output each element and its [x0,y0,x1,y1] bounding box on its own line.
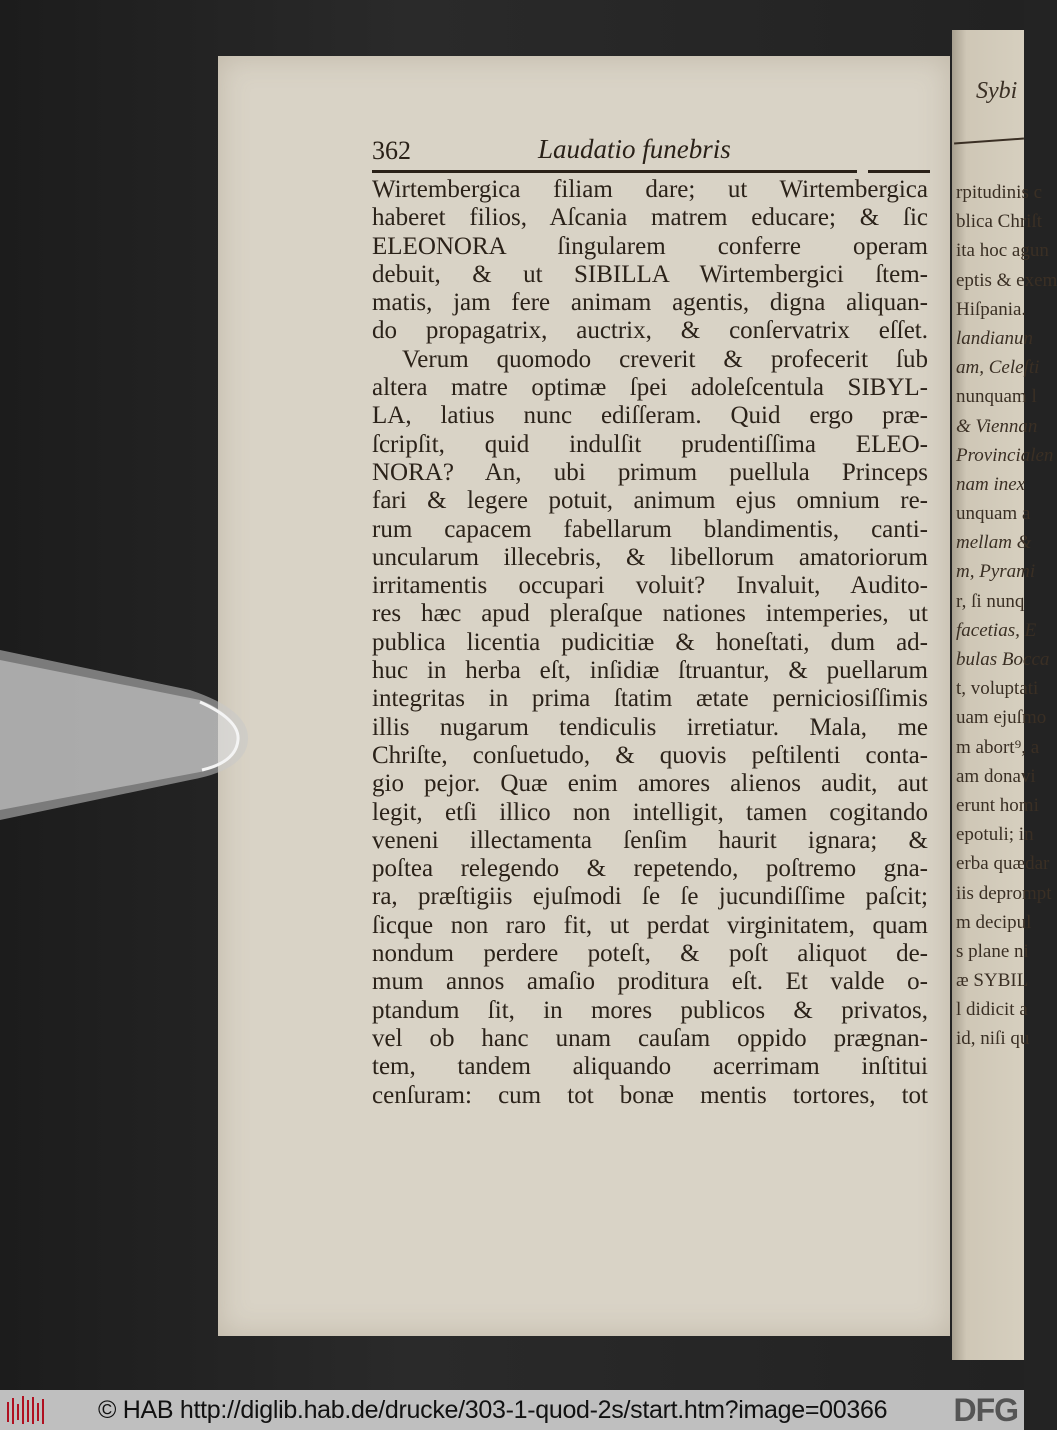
text-line: tem, tandem aliquando acerrimam inſtitui [372,1053,928,1081]
text-line: haberet filios, Aſcania matrem educare; & ſic [372,204,928,232]
hab-logo-icon [4,1394,48,1426]
facing-text-line: r, ſi nunq [956,590,1025,612]
facing-text-line: am, Celeſti [956,357,1040,379]
text-line: NORA? An, ubi primum puellula Princeps [372,458,928,486]
facing-text-line: uam ejuſmo [956,707,1047,729]
text-line: vel ob hanc unam cauſam oppido prægnan- [372,1024,928,1052]
facing-text-line: s plane ni [956,940,1029,962]
facing-text-line: ita hoc agun [956,240,1049,262]
text-line: altera matre optimæ ſpei adoleſcentula SIBYL- [372,374,928,402]
facing-text-line: facetias, E [956,619,1037,641]
header-rule-short [868,170,930,173]
text-line: nondum perdere poteſt, & poſt aliquot de- [372,940,928,968]
text-line: irritamentis occupari voluit? Invaluit, Audito- [372,572,928,600]
facing-text-line: blica Chriſt [956,211,1043,233]
facing-text-line: Provincialen [956,444,1054,466]
facing-page [952,30,1057,1360]
text-line: uncularum illecebris, & libellorum amatoriorum [372,543,928,571]
facing-text-line: am donavi [956,765,1036,787]
text-line: huc in herba eſt, inſidiæ ſtruantur, & puellarum [372,657,928,685]
facing-text-line: æ SYBIL [956,970,1029,992]
facing-text-line: iis deprompt [956,882,1052,904]
text-line: LA, latius nunc ediſſeram. Quid ergo præ- [372,402,928,430]
facing-header-rule [954,138,1024,145]
page-body-text [372,176,928,1110]
text-line: matis, jam fere animam agentis, digna aliquan- [372,289,928,317]
text-line: Chriſte, conſuetudo, & quovis peſtilenti conta- [372,741,928,769]
running-title: Laudatio funebris [538,134,731,164]
text-line: rum capacem fabellarum blandimentis, canti- [372,515,928,543]
text-line: poſtea relegendo & repetendo, poſtremo gna- [372,855,928,883]
running-head [372,134,928,170]
page-clip-holder [0,640,250,830]
text-line: integritas in prima ſtatim ætate perniciosiſſimis [372,685,928,713]
facing-text-line: t, voluptati [956,678,1039,700]
facing-text-line: nunquam l [956,386,1037,408]
page-number: 362 [372,136,411,165]
facing-text-line: id, niſi qu [956,1028,1030,1050]
facing-text-line: m decipul [956,911,1032,933]
text-line: ſicque non raro fit, ut perdat virginitatem, quam [372,911,928,939]
text-line: debuit, & ut SIBILLA Wirtembergici ſtem- [372,260,928,288]
header-rule [372,170,857,173]
facing-text-line: unquam a [956,503,1031,525]
text-line: do propagatrix, auctrix, & conſervatrix eſſet. [372,317,928,345]
text-line: cenſuram: cum tot bonæ mentis tortores, tot [372,1081,928,1109]
facing-text-line: landianun [956,327,1034,349]
text-line: Wirtembergica filiam dare; ut Wirtembergica [372,176,928,203]
facing-text-line: mellam & [956,532,1032,554]
facing-text-line: m, Pyrami [956,561,1036,583]
text-line: ELEONORA ſingularem conferre operam [372,232,928,260]
facing-text-line: bulas Bocca [956,649,1050,670]
facing-text-line: erunt homi [956,794,1039,816]
text-line: Verum quomodo creverit & profecerit ſub [402,345,928,373]
facing-text-line: nam inex [956,473,1026,495]
facing-text-line: m abort⁹, a [956,736,1040,758]
facing-text-line: rpitudinis c [956,182,1043,203]
facing-text-line: Hiſpania. [956,298,1027,320]
facing-text-line: & Viennan [956,415,1038,437]
facing-page-text [956,178,1057,1054]
text-line: legit, etſi illico non intelligit, tamen cogitando [372,798,928,826]
text-line: illis nugarum tendiculis irretiatur. Mala, me [372,713,928,741]
dfg-logo: DFG [953,1392,1018,1428]
text-line: res hæc apud pleraſque nationes intemperies, ut [372,600,928,628]
text-line: gio pejor. Quæ enim amores alienos audit, aut [372,770,928,798]
text-line: veneni illectamenta ſenſim haurit ignara; & [372,826,928,854]
facing-running-title: Sybi [976,78,1018,104]
text-line: ſcripſit, quid indulſit prudentiſſima ELEO- [372,430,928,458]
facing-text-line: epotuli; in [956,824,1034,846]
facing-text-line: eptis & exem [956,269,1057,291]
facing-text-line: l didicit a [956,999,1028,1021]
text-line: ptandum ſit, in mores publicos & privatos, [372,996,928,1024]
text-line: mum annos amaſio proditura eſt. Et valde o- [372,968,928,996]
text-line: publica licentia pudicitiæ & honeſtati, dum ad- [372,628,928,656]
facing-text-line: erba quædar [956,853,1050,875]
text-line: fari & legere potuit, animum ejus omnium re- [372,487,928,515]
footer-bar [0,1390,1024,1430]
source-link[interactable]: © HAB http://diglib.hab.de/drucke/303-1-quod-2s/start.htm?image=00366 [98,1396,888,1424]
text-line: ra, præſtigiis ejuſmodi ſe ſe jucundiſſime paſcit; [372,883,928,911]
